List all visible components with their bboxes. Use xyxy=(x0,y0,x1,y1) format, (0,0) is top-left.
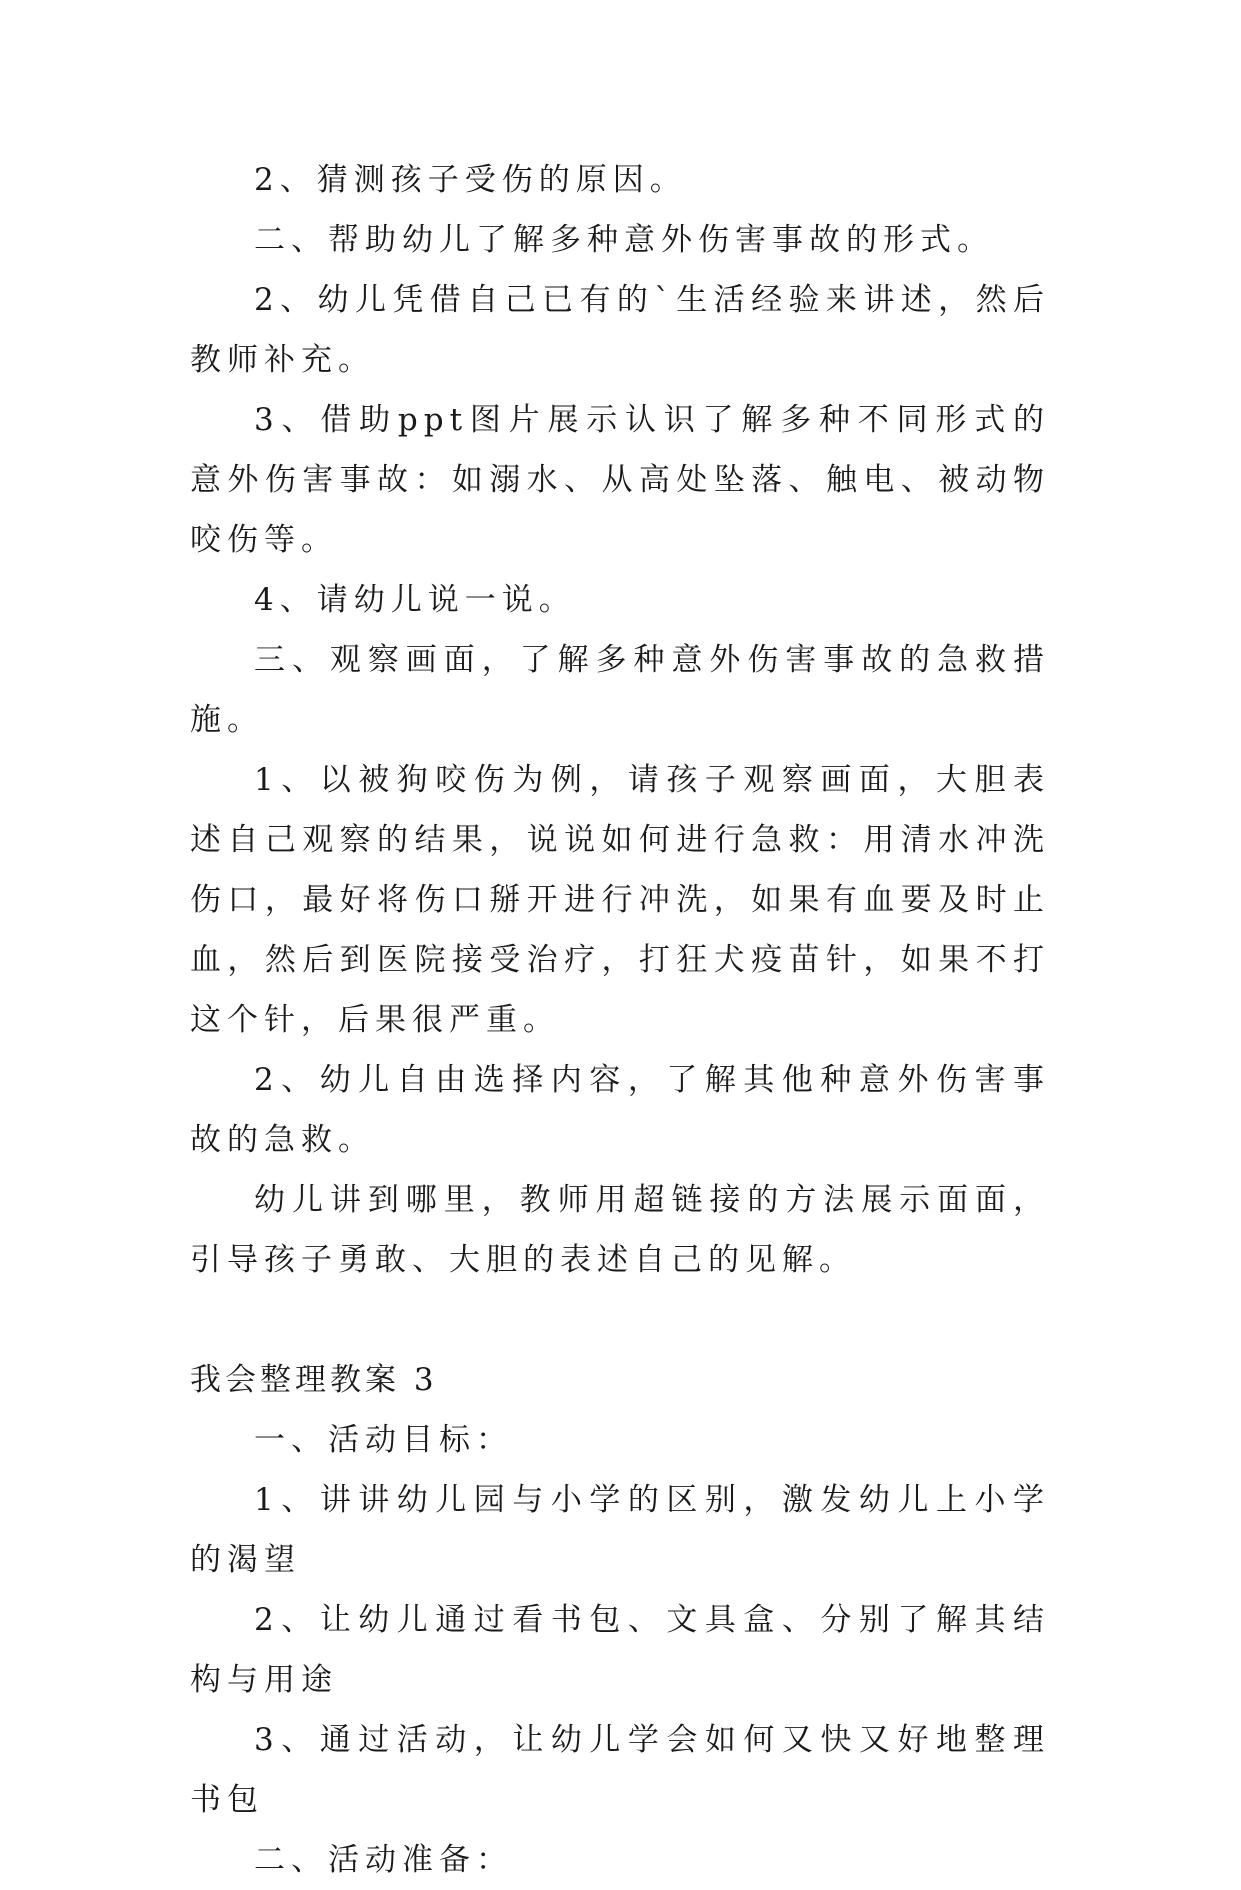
paragraph: 1、以被狗咬伤为例，请孩子观察画面，大胆表述自己观察的结果，说说如何进行急救：用清水冲洗伤口，最好将伤口掰开进行冲洗，如果有血要及时止血，然后到医院接受治疗，打狂犬疫苗针，如果不打这个针，后果很严重。 xyxy=(190,762,1050,1038)
paragraph: 1、讲讲幼儿园与小学的区别，激发幼儿上小学的渴望 xyxy=(190,1482,1050,1578)
paragraph: 三、观察画面，了解多种意外伤害事故的急救措施。 xyxy=(190,642,1050,738)
document-body xyxy=(190,150,1050,1890)
paragraph: 3、借助ppt图片展示认识了解多种不同形式的意外伤害事故：如溺水、从高处坠落、触电、被动物咬伤等。 xyxy=(190,402,1050,558)
paragraph: 2、幼儿自由选择内容，了解其他种意外伤害事故的急救。 xyxy=(190,1062,1050,1158)
paragraph: 一、活动目标： xyxy=(254,1422,513,1458)
paragraph: 3、通过活动，让幼儿学会如何又快又好地整理书包 xyxy=(190,1722,1050,1818)
paragraph: 4、请幼儿说一说。 xyxy=(254,582,576,618)
paragraph: 幼儿讲到哪里，教师用超链接的方法展示面面，引导孩子勇敢、大胆的表述自己的见解。 xyxy=(190,1182,1050,1278)
paragraph: 2、让幼儿通过看书包、文具盒、分别了解其结构与用途 xyxy=(190,1602,1050,1698)
paragraph: 二、活动准备： xyxy=(254,1842,513,1878)
paragraph: 2、猜测孩子受伤的原因。 xyxy=(254,162,687,198)
paragraph: 2、幼儿凭借自己已有的`生活经验来讲述，然后教师补充。 xyxy=(190,282,1050,378)
paragraph: 二、帮助幼儿了解多种意外伤害事故的形式。 xyxy=(254,222,994,258)
section-title: 我会整理教案 3 xyxy=(190,1362,438,1398)
